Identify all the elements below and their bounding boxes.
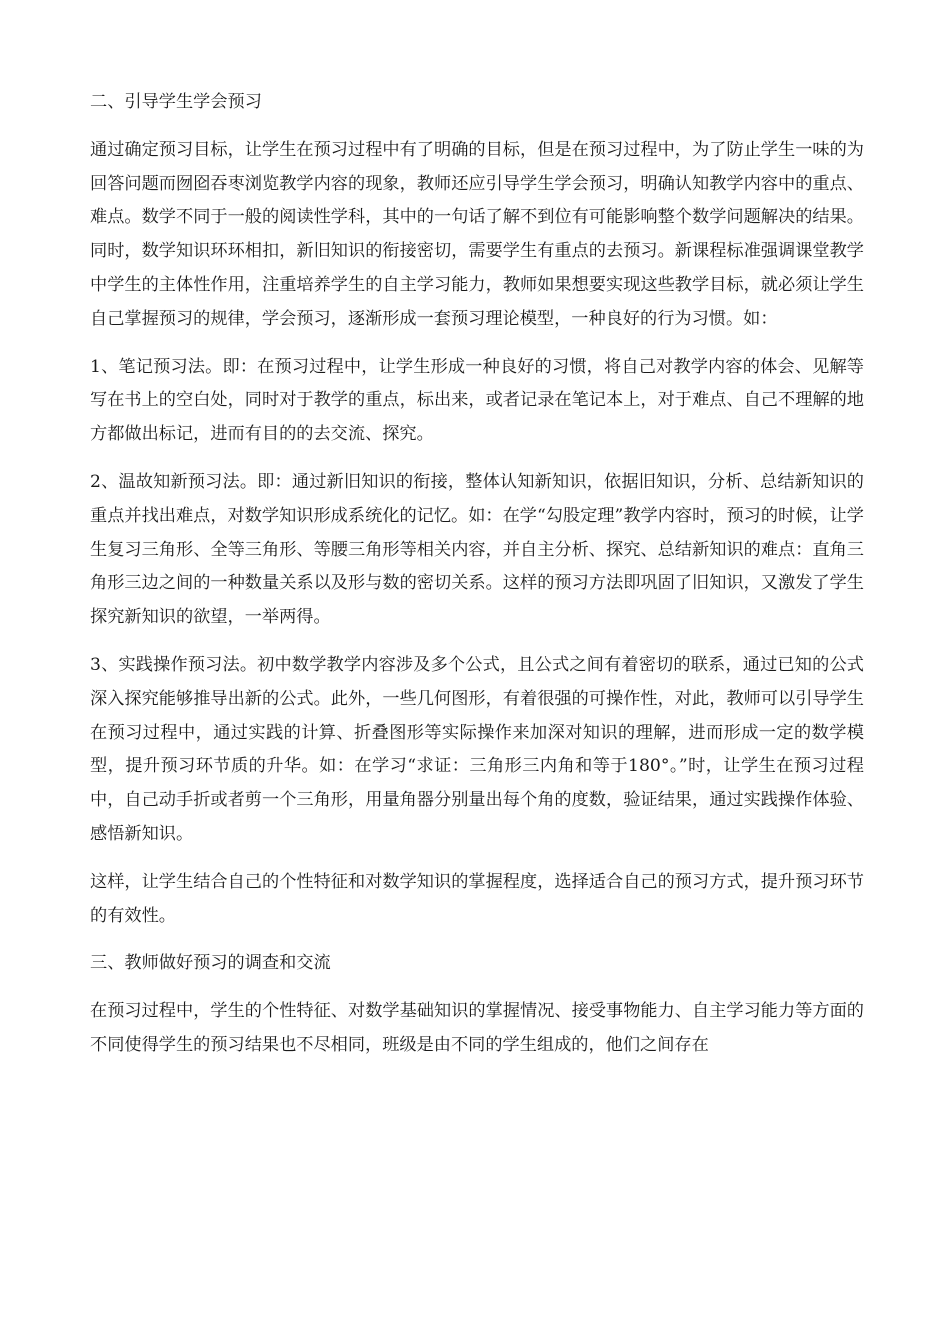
document-page	[90, 86, 864, 1077]
paragraph-note-method: 1、笔记预习法。即：在预习过程中，让学生形成一种良好的习惯，将自己对教学内容的体会、见解等写在书上的空白处，同时对于教学的重点，标出来，或者记录在笔记本上，对于难点、自己不理解的地方都做出标记，进而有目的的去交流、探究。	[90, 356, 864, 445]
paragraph-practice-method: 3、实践操作预习法。初中数学教学内容涉及多个公式，且公式之间有着密切的联系，通过已知的公式深入探究能够推导出新的公式。此外，一些几何图形，有着很强的可操作性，对此，教师可以引导学生在预习过程中，通过实践的计算、折叠图形等实际操作来加深对知识的理解，进而形成一定的数学模型，提升预习环节质的升华。如：在学习“求证：三角形三内角和等于180°。”时，让学生在预习过程中，自己动手折或者剪一个三角形，用量角器分别量出每个角的度数，验证结果，通过实践操作体验、感悟新知识。	[90, 654, 864, 844]
paragraph-summary: 这样，让学生结合自己的个性特征和对数学知识的掌握程度，选择适合自己的预习方式，提升预习环节的有效性。	[90, 871, 864, 926]
paragraph-preview-goal: 通过确定预习目标，让学生在预习过程中有了明确的目标，但是在预习过程中，为了防止学生一味的为回答问题而囫囵吞枣浏览教学内容的现象，教师还应引导学生学会预习，明确认知教学内容中的重点、难点。数学不同于一般的阅读性学科，其中的一句话了解不到位有可能影响整个数学问题解决的结果。同时，数学知识环环相扣，新旧知识的衔接密切，需要学生有重点的去预习。新课程标准强调课堂教学中学生的主体性作用，注重培养学生的自主学习能力，教师如果想要实现这些教学目标，就必须让学生自己掌握预习的规律，学会预习，逐渐形成一套预习理论模型，一种良好的行为习惯。如：	[90, 139, 864, 329]
section-heading-3: 三、教师做好预习的调查和交流	[90, 953, 331, 974]
section-heading-2: 二、引导学生学会预习	[90, 92, 262, 112]
paragraph-review-method: 2、温故知新预习法。即：通过新旧知识的衔接，整体认知新知识，依据旧知识，分析、总结新知识的重点并找出难点，对数学知识形成系统化的记忆。如：在学“勾股定理”教学内容时，预习的时候，让学生复习三角形、全等三角形、等腰三角形等相关内容，并自主分析、探究、总结新知识的难点：直角三角形三边之间的一种数量关系以及形与数的密切关系。这样的预习方法即巩固了旧知识，又激发了学生探究新知识的欲望，一举两得。	[90, 471, 864, 628]
paragraph-survey: 在预习过程中，学生的个性特征、对数学基础知识的掌握情况、接受事物能力、自主学习能力等方面的不同使得学生的预习结果也不尽相同，班级是由不同的学生组成的，他们之间存在	[90, 1001, 864, 1055]
